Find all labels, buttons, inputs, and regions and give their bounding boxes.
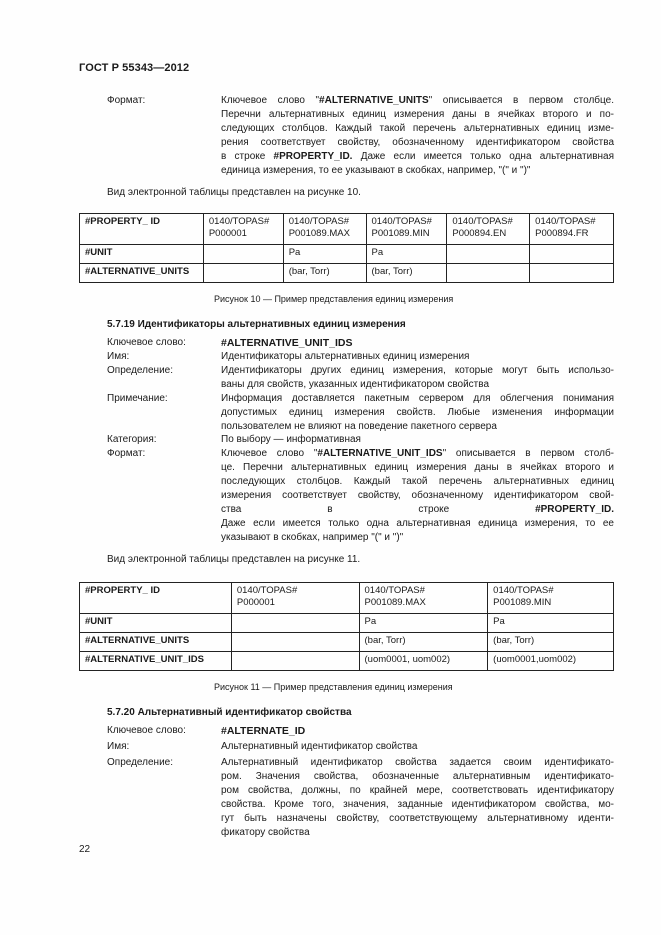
figure11-table: [79, 582, 614, 671]
row-header-cell: #UNIT: [80, 245, 204, 264]
keyword-inline: #PROPERTY_ID.: [273, 151, 353, 162]
text-span: измерения соответствует свойству, обозначенному идентификатором свой-: [221, 490, 614, 501]
format-label: Формат:: [107, 448, 146, 459]
definition-text: [221, 756, 614, 840]
text-span: следующих столбцов. Каждый такой перечень альтернативных единиц изме-: [221, 123, 614, 134]
name-value: Идентификаторы альтернативных единиц измерения: [221, 351, 470, 362]
figure10-intro: Вид электронной таблицы представлен на рисунке 10.: [107, 187, 361, 198]
category-label: Категория:: [107, 434, 157, 445]
section-5-7-20-title: 5.7.20 Альтернативный идентификатор свойства: [107, 707, 352, 718]
table-cell: [530, 245, 614, 264]
text-line: Информация доставляется пакетным сервером для облегчения понимания: [221, 393, 614, 404]
keyword-inline: #PROPERTY_ID.: [535, 504, 614, 515]
table-row: [80, 245, 614, 264]
row-header-cell: #UNIT: [80, 614, 232, 633]
definition-label: Определение:: [107, 757, 174, 768]
text-span: в строке: [221, 151, 274, 162]
table-cell: (bar, Torr): [488, 633, 614, 652]
table-cell: [231, 614, 359, 633]
table-cell: 0140/TOPAS# P000001: [231, 583, 359, 614]
table-row: [80, 614, 614, 633]
text-line: [221, 150, 614, 164]
table-cell: [447, 245, 530, 264]
row-header-cell: #ALTERNATIVE_UNITS: [80, 264, 204, 283]
text-line: [221, 475, 614, 489]
table-cell: [203, 264, 283, 283]
text-span: указывают в скобках, например "(" и ")": [221, 532, 404, 543]
text-span: " описывается в первом столб-: [442, 448, 614, 459]
table-row: [80, 633, 614, 652]
table-cell: [231, 652, 359, 671]
figure10-caption: Рисунок 10 — Пример представления единиц измерения: [214, 294, 454, 304]
text-line: [221, 164, 614, 178]
text-span: це. Перечни альтернативных единиц измерения даны в ячейках второго и: [221, 462, 614, 473]
text-span: Ключевое слово ": [221, 95, 320, 106]
keyword-label: Ключевое слово:: [107, 337, 186, 348]
table-cell: [203, 245, 283, 264]
text-span: рения соответствует свойству, обозначенному идентификатором свойства: [221, 137, 614, 148]
definition-text: [221, 364, 614, 392]
table-cell: Pa: [366, 245, 447, 264]
figure11-caption: Рисунок 11 — Пример представления единиц измерения: [214, 682, 453, 692]
section-5-7-19-title: 5.7.19 Идентификаторы альтернативных единиц измерения: [107, 319, 406, 330]
text-line: Идентификаторы других единиц измерения, которые могут быть использо-: [221, 365, 614, 376]
table-cell: 0140/TOPAS# P001089.MAX: [359, 583, 488, 614]
text-line: [221, 94, 614, 108]
text-line: ром. Значения свойства, обозначенные альтернативным идентификато-: [221, 771, 614, 782]
definition-label: Определение:: [107, 365, 174, 376]
text-line: [221, 461, 614, 475]
text-line: допустимых единиц измерения свойств. Любые изменения информации: [221, 407, 614, 418]
table-cell: 0140/TOPAS# P001089.MIN: [366, 214, 447, 245]
text-line: [221, 531, 614, 545]
category-value: По выбору — информативная: [221, 434, 361, 445]
text-span: Даже если имеется только одна альтернативная единица измерения, то ее: [221, 518, 614, 529]
keyword-inline: #ALTERNATIVE_UNIT_IDS: [317, 448, 443, 459]
text-line: [221, 136, 614, 150]
text-line: ром свойства, должны, по крайней мере, соответствовать идентификатору: [221, 785, 614, 796]
keyword-label: Ключевое слово:: [107, 725, 186, 736]
row-header-cell: #PROPERTY_ ID: [80, 583, 232, 614]
page-number: 22: [79, 844, 91, 855]
row-header-cell: #ALTERNATIVE_UNIT_IDS: [80, 652, 232, 671]
row-header-cell: #PROPERTY_ ID: [80, 214, 204, 245]
table-row: [80, 214, 614, 245]
table-cell: (uom0001,uom002): [488, 652, 614, 671]
row-header-cell: #ALTERNATIVE_UNITS: [80, 633, 232, 652]
note-label: Примечание:: [107, 393, 168, 404]
figure10-table: [79, 213, 614, 283]
table-cell: 0140/TOPAS# P001089.MIN: [488, 583, 614, 614]
table-cell: Pa: [359, 614, 488, 633]
text-line: [221, 108, 614, 122]
text-span: Ключевое слово ": [221, 448, 318, 459]
table-cell: [231, 633, 359, 652]
table-cell: [530, 264, 614, 283]
table-row: [80, 264, 614, 283]
keyword-value: #ALTERNATE_ID: [221, 725, 306, 737]
table-cell: (bar, Torr): [283, 264, 366, 283]
text-line: [221, 517, 614, 531]
text-line: [221, 447, 614, 461]
table-cell: (uom0001, uom002): [359, 652, 488, 671]
text-line: [221, 503, 614, 517]
name-label: Имя:: [107, 351, 130, 362]
table-cell: 0140/TOPAS# P000001: [203, 214, 283, 245]
text-span: Даже если имеется только одна альтернативная: [352, 151, 615, 162]
text-line: свойства. Кроме того, значения, заданные идентификатором свойства, мо-: [221, 799, 614, 810]
text-span: последующих столбцов. Каждый такой перечень альтернативных единиц: [221, 476, 614, 487]
table-cell: Pa: [488, 614, 614, 633]
table-cell: 0140/TOPAS# P000894.EN: [447, 214, 530, 245]
text-span: единица измерения, то ее указывают в скобках, например, "(" и ")": [221, 165, 531, 176]
text-line: гут быть назначены свойству, соответствующему альтернативному иденти-: [221, 813, 614, 824]
text-line: [221, 122, 614, 136]
name-label: Имя:: [107, 741, 130, 752]
text-line: [221, 489, 614, 503]
keyword-value: #ALTERNATIVE_UNIT_IDS: [221, 337, 353, 349]
text-line: ваны для свойств, указанных идентификатором свойства: [221, 379, 490, 390]
text-span: " описывается в первом столбце.: [428, 95, 614, 106]
text-span: Перечни альтернативных единиц измерения даны в ячейках второго и по-: [221, 109, 614, 120]
text-span: ства в строке: [221, 504, 536, 515]
figure11-intro: Вид электронной таблицы представлен на рисунке 11.: [107, 554, 361, 565]
table-cell: 0140/TOPAS# P001089.MAX: [283, 214, 366, 245]
table-row: [80, 583, 614, 614]
format-text: [221, 94, 614, 178]
text-line: фикатору свойства: [221, 827, 310, 838]
name-value: Альтернативный идентификатор свойства: [221, 741, 418, 752]
keyword-inline: #ALTERNATIVE_UNITS: [319, 95, 429, 106]
table-cell: 0140/TOPAS# P000894.FR: [530, 214, 614, 245]
table-row: [80, 652, 614, 671]
text-line: Альтернативный идентификатор свойства задается своим идентификато-: [221, 757, 614, 768]
table-cell: (bar, Torr): [366, 264, 447, 283]
table-cell: (bar, Torr): [359, 633, 488, 652]
format-text: [221, 447, 614, 545]
format-label: Формат:: [107, 95, 146, 106]
table-cell: Pa: [283, 245, 366, 264]
table-cell: [447, 264, 530, 283]
document-header: ГОСТ Р 55343—2012: [79, 62, 190, 74]
text-line: пользователем не влияют на поведение пакетного сервера: [221, 421, 497, 432]
note-text: [221, 392, 614, 434]
